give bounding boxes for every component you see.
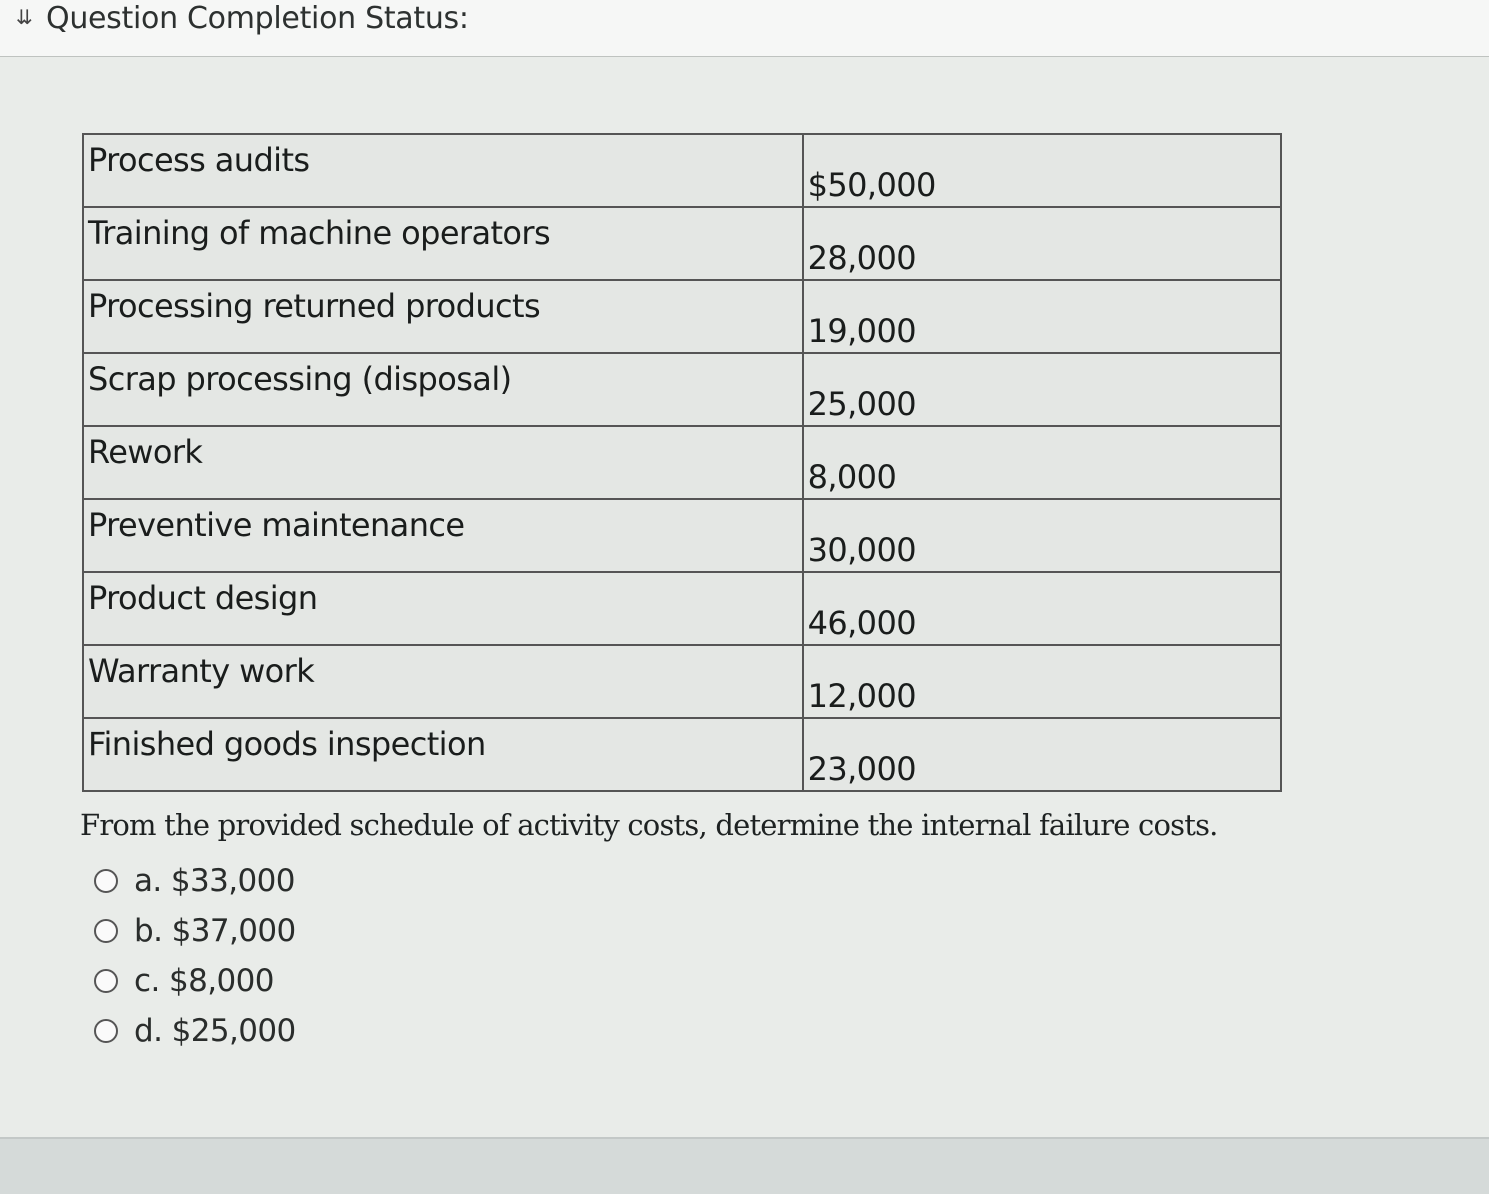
activity-cell: Scrap processing (disposal) (83, 353, 803, 426)
table-row (83, 718, 1281, 791)
status-header (0, 0, 1489, 56)
table-row (83, 572, 1281, 645)
amount-cell: 30,000 (803, 499, 1281, 572)
option-d[interactable] (94, 1006, 296, 1056)
activity-cell: Preventive maintenance (83, 499, 803, 572)
table-row (83, 645, 1281, 718)
amount-cell: 28,000 (803, 207, 1281, 280)
option-a[interactable] (94, 856, 296, 906)
amount-cell: 19,000 (803, 280, 1281, 353)
answer-options (94, 856, 296, 1056)
option-b[interactable] (94, 906, 296, 956)
option-label[interactable]: c. $8,000 (134, 963, 274, 999)
amount-cell: 8,000 (803, 426, 1281, 499)
option-label[interactable]: b. $37,000 (134, 913, 296, 949)
option-label[interactable]: d. $25,000 (134, 1013, 296, 1049)
activity-cell: Process audits (83, 134, 803, 207)
radio-button-icon[interactable] (94, 869, 118, 893)
option-c[interactable] (94, 956, 296, 1006)
question-text: From the provided schedule of activity costs, determine the internal failure costs. (80, 808, 1218, 842)
chevron-double-down-icon[interactable]: ⇊ (16, 5, 33, 29)
activity-cell: Product design (83, 572, 803, 645)
activity-cell: Processing returned products (83, 280, 803, 353)
option-label[interactable]: a. $33,000 (134, 863, 295, 899)
amount-cell: 46,000 (803, 572, 1281, 645)
amount-cell: 23,000 (803, 718, 1281, 791)
table-row (83, 353, 1281, 426)
table-row (83, 280, 1281, 353)
activity-cell: Rework (83, 426, 803, 499)
radio-button-icon[interactable] (94, 969, 118, 993)
table-row (83, 134, 1281, 207)
activity-cell: Training of machine operators (83, 207, 803, 280)
table-row (83, 499, 1281, 572)
radio-button-icon[interactable] (94, 919, 118, 943)
amount-cell: $50,000 (803, 134, 1281, 207)
amount-cell: 25,000 (803, 353, 1281, 426)
amount-cell: 12,000 (803, 645, 1281, 718)
status-title: Question Completion Status: (46, 1, 469, 36)
activity-cost-table (82, 133, 1282, 792)
footer-bar (0, 1137, 1489, 1194)
table-row (83, 426, 1281, 499)
activity-cell: Warranty work (83, 645, 803, 718)
activity-cell: Finished goods inspection (83, 718, 803, 791)
table-row (83, 207, 1281, 280)
radio-button-icon[interactable] (94, 1019, 118, 1043)
